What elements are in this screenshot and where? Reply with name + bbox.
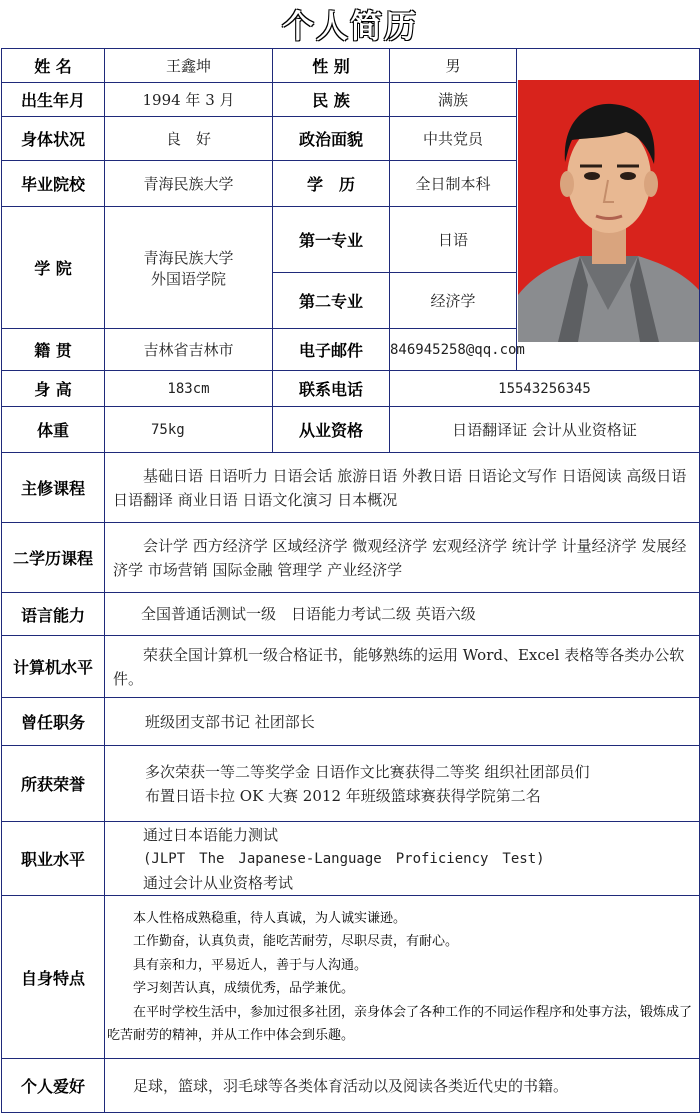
- second-courses-value: [105, 523, 700, 593]
- traits-line-1: 本人性格成熟稳重，待人真诚，为人诚实谦逊。: [133, 910, 407, 926]
- professional-line-3: 通过会计从业资格考试: [143, 873, 294, 892]
- computer-text: 荣获全国计算机一级合格证书，能够熟练的运用 Word、Excel 表格等各类办公软件。: [113, 645, 685, 688]
- phone-label: 联系电话: [273, 371, 390, 407]
- ethnicity-label: 民 族: [273, 83, 390, 117]
- second-courses-text: 会计学 西方经济学 区域经济学 微观经济学 宏观经济学 统计学 计量经济学 发展经济学 市场营销 国际金融 管理学 产业经济学: [113, 536, 687, 579]
- email-label: 电子邮件: [273, 329, 390, 371]
- honors-line-1: 多次荣获一等二等奖学金 日语作文比赛获得二等奖 组织社团部员们: [145, 762, 590, 781]
- professional-label: 职业水平: [2, 822, 105, 896]
- height-value: 183cm: [105, 371, 273, 407]
- college-line-1: 青海民族大学: [143, 248, 234, 267]
- height-label: 身 高: [2, 371, 105, 407]
- college-label: 学 院: [2, 207, 105, 329]
- portrait-image: [518, 80, 699, 342]
- ethnicity-value: 满族: [390, 83, 517, 117]
- weight-label: 体重: [2, 407, 105, 453]
- college-line-2: 外国语学院: [150, 269, 226, 288]
- degree-value: 全日制本科: [390, 161, 517, 207]
- phone-value: 15543256345: [390, 371, 700, 407]
- hobbies-label: 个人爱好: [2, 1059, 105, 1113]
- major1-label: 第一专业: [273, 207, 390, 273]
- profile-photo: [518, 80, 699, 342]
- language-label: 语言能力: [2, 593, 105, 636]
- professional-line-1: 通过日本语能力测试: [143, 825, 279, 844]
- computer-label: 计算机水平: [2, 636, 105, 698]
- origin-value: 吉林省吉林市: [105, 329, 273, 371]
- positions-value: 班级团支部书记 社团部长: [105, 698, 700, 746]
- traits-line-2: 工作勤奋，认真负责，能吃苦耐劳，尽职尽责，有耐心。: [133, 934, 459, 949]
- language-value: 全国普通话测试一级 日语能力考试二级 英语六级: [105, 593, 700, 636]
- major2-value: 经济学: [390, 273, 517, 329]
- photo-cell: [517, 49, 700, 371]
- hobbies-value: 足球，篮球，羽毛球等各类体育活动以及阅读各类近代史的书籍。: [105, 1059, 700, 1113]
- birth-value: 1994 年 3 月: [105, 83, 273, 117]
- major1-value: 日语: [390, 207, 517, 273]
- gender-label: 性 别: [273, 49, 390, 83]
- positions-label: 曾任职务: [2, 698, 105, 746]
- cert-label: 从业资格: [273, 407, 390, 453]
- political-value: 中共党员: [390, 117, 517, 161]
- professional-value: [105, 822, 700, 896]
- main-courses-text: 基础日语 日语听力 日语会话 旅游日语 外教日语 日语论文写作 日语阅读 高级日语 日语翻译 商业日语 日语文化演习 日本概况: [113, 466, 687, 509]
- honors-line-2: 布置日语卡拉 OK 大赛 2012 年班级篮球赛获得学院第二名: [145, 786, 541, 805]
- college-value: [105, 207, 273, 329]
- health-value: 良 好: [105, 117, 273, 161]
- professional-line-2: (JLPT The Japanese-Language Proficiency Test): [143, 850, 545, 867]
- political-label: 政治面貌: [273, 117, 390, 161]
- school-label: 毕业院校: [2, 161, 105, 207]
- resume-table: [1, 48, 700, 1113]
- traits-value: [105, 896, 700, 1059]
- cert-value: 日语翻译证 会计从业资格证: [390, 407, 700, 453]
- weight-value: 75kg: [105, 407, 273, 453]
- email-value: 846945258@qq.com: [390, 329, 517, 371]
- traits-line-4: 学习刻苦认真，成绩优秀，品学兼优。: [133, 981, 355, 996]
- traits-line-3: 具有亲和力，平易近人，善于与人沟通。: [133, 957, 368, 973]
- origin-label: 籍 贯: [2, 329, 105, 371]
- traits-line-5: 在平时学校生活中，参加过很多社团，亲身体会了各种工作的不同运作程序和处事方法，锻炼成了吃苦耐劳的精神，并从工作中体会到乐趣。: [107, 1004, 693, 1043]
- school-value: 青海民族大学: [105, 161, 273, 207]
- gender-value: 男: [390, 49, 517, 83]
- main-courses-value: [105, 453, 700, 523]
- name-value: 王鑫坤: [105, 49, 273, 83]
- degree-label: 学 历: [273, 161, 390, 207]
- major2-label: 第二专业: [273, 273, 390, 329]
- birth-label: 出生年月: [2, 83, 105, 117]
- honors-value: [105, 746, 700, 822]
- name-label: 姓 名: [2, 49, 105, 83]
- computer-value: [105, 636, 700, 698]
- resume-title: 个人简历: [281, 7, 418, 45]
- main-courses-label: 主修课程: [2, 453, 105, 523]
- health-label: 身体状况: [2, 117, 105, 161]
- second-courses-label: 二学历课程: [2, 523, 105, 593]
- traits-label: 自身特点: [2, 896, 105, 1059]
- honors-label: 所获荣誉: [2, 746, 105, 822]
